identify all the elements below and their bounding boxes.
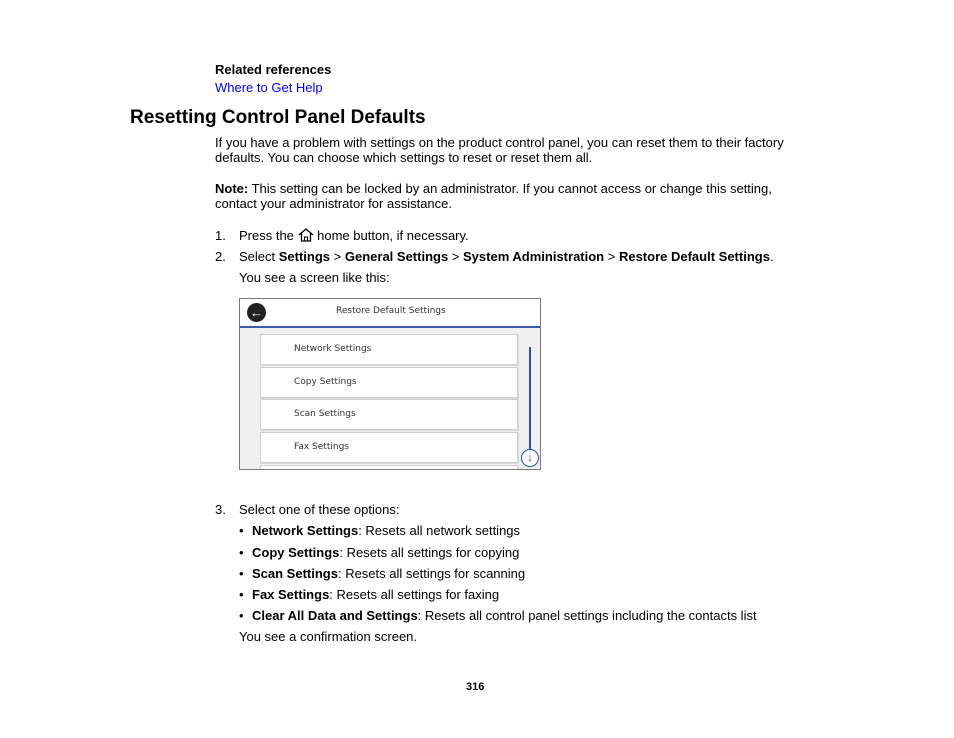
settings-menu-path: Settings xyxy=(278,249,331,264)
bullet-marker: • xyxy=(239,545,244,560)
step-2-pre: Select xyxy=(239,249,279,264)
option-label: Copy Settings xyxy=(252,545,340,560)
step-1-number: 1. xyxy=(215,228,226,243)
screen-option-label: Copy Settings xyxy=(294,377,357,387)
path-separator: > xyxy=(448,249,464,264)
note-label: Note: xyxy=(215,181,249,196)
step-3-text: Select one of these options: xyxy=(239,502,400,517)
bullet-marker: • xyxy=(239,608,244,623)
step-1-text xyxy=(239,228,469,246)
restore-default-settings-menu-path: Restore Default Settings xyxy=(618,249,770,264)
section-title: Resetting Control Panel Defaults xyxy=(130,107,426,128)
screen-option-copy-settings xyxy=(260,367,518,398)
screen-option-partial xyxy=(260,465,518,470)
step-1-pre: Press the xyxy=(239,228,298,243)
screen-scrollbar xyxy=(529,347,531,457)
bullet-marker: • xyxy=(239,587,244,602)
option-fax-settings xyxy=(252,587,499,603)
screen-option-network-settings xyxy=(260,334,518,365)
restore-default-settings-screenshot xyxy=(239,298,541,470)
intro-line-2: defaults. You can choose which settings to reset or reset them all. xyxy=(215,150,593,165)
screen-option-label: Scan Settings xyxy=(294,409,356,419)
option-label: Clear All Data and Settings xyxy=(252,608,418,623)
intro-line-1: If you have a problem with settings on the product control panel, you can reset them to their factory xyxy=(215,135,784,150)
back-arrow-icon: ← xyxy=(247,303,266,322)
general-settings-menu-path: General Settings xyxy=(344,249,449,264)
option-label: Scan Settings xyxy=(252,566,338,581)
option-desc: : Resets all network settings xyxy=(358,523,521,538)
system-administration-menu-path: System Administration xyxy=(463,249,605,264)
screen-header xyxy=(240,299,540,328)
step-3-number: 3. xyxy=(215,502,226,517)
page-number: 316 xyxy=(466,681,485,693)
option-copy-settings xyxy=(252,545,519,561)
option-clear-all-data xyxy=(252,608,757,624)
note-line-2: contact your administrator for assistance. xyxy=(215,196,452,211)
option-desc: : Resets all settings for scanning xyxy=(337,566,526,581)
note-line-1 xyxy=(215,181,772,197)
option-label: Fax Settings xyxy=(252,587,330,602)
screen-title: Restore Default Settings xyxy=(336,306,446,316)
related-references-heading: Related references xyxy=(215,62,332,77)
option-desc: : Resets all control panel settings including the contacts list xyxy=(417,608,757,623)
step-3-result: You see a confirmation screen. xyxy=(239,629,418,644)
option-network-settings xyxy=(252,523,520,539)
option-desc: : Resets all settings for faxing xyxy=(329,587,500,602)
step-2-subtext: You see a screen like this: xyxy=(239,270,390,285)
option-label: Network Settings xyxy=(252,523,359,538)
step-2-number: 2. xyxy=(215,249,226,264)
home-icon xyxy=(298,228,314,246)
bullet-marker: • xyxy=(239,523,244,538)
step-2-end: . xyxy=(769,249,774,264)
option-desc: : Resets all settings for copying xyxy=(339,545,520,560)
step-1-post: home button, if necessary. xyxy=(313,228,469,243)
path-separator: > xyxy=(330,249,345,264)
note-text: This setting can be locked by an administrator. If you cannot access or change this setting, xyxy=(248,181,772,196)
screen-option-label: Network Settings xyxy=(294,344,372,354)
path-separator: > xyxy=(604,249,619,264)
scroll-down-arrow-icon: ↓ xyxy=(521,449,539,467)
step-2-text xyxy=(239,249,774,265)
option-scan-settings xyxy=(252,566,525,582)
screen-option-scan-settings xyxy=(260,399,518,430)
where-to-get-help-link[interactable]: Where to Get Help xyxy=(215,80,323,95)
bullet-marker: • xyxy=(239,566,244,581)
screen-option-label: Fax Settings xyxy=(294,442,349,452)
screen-option-fax-settings xyxy=(260,432,518,463)
